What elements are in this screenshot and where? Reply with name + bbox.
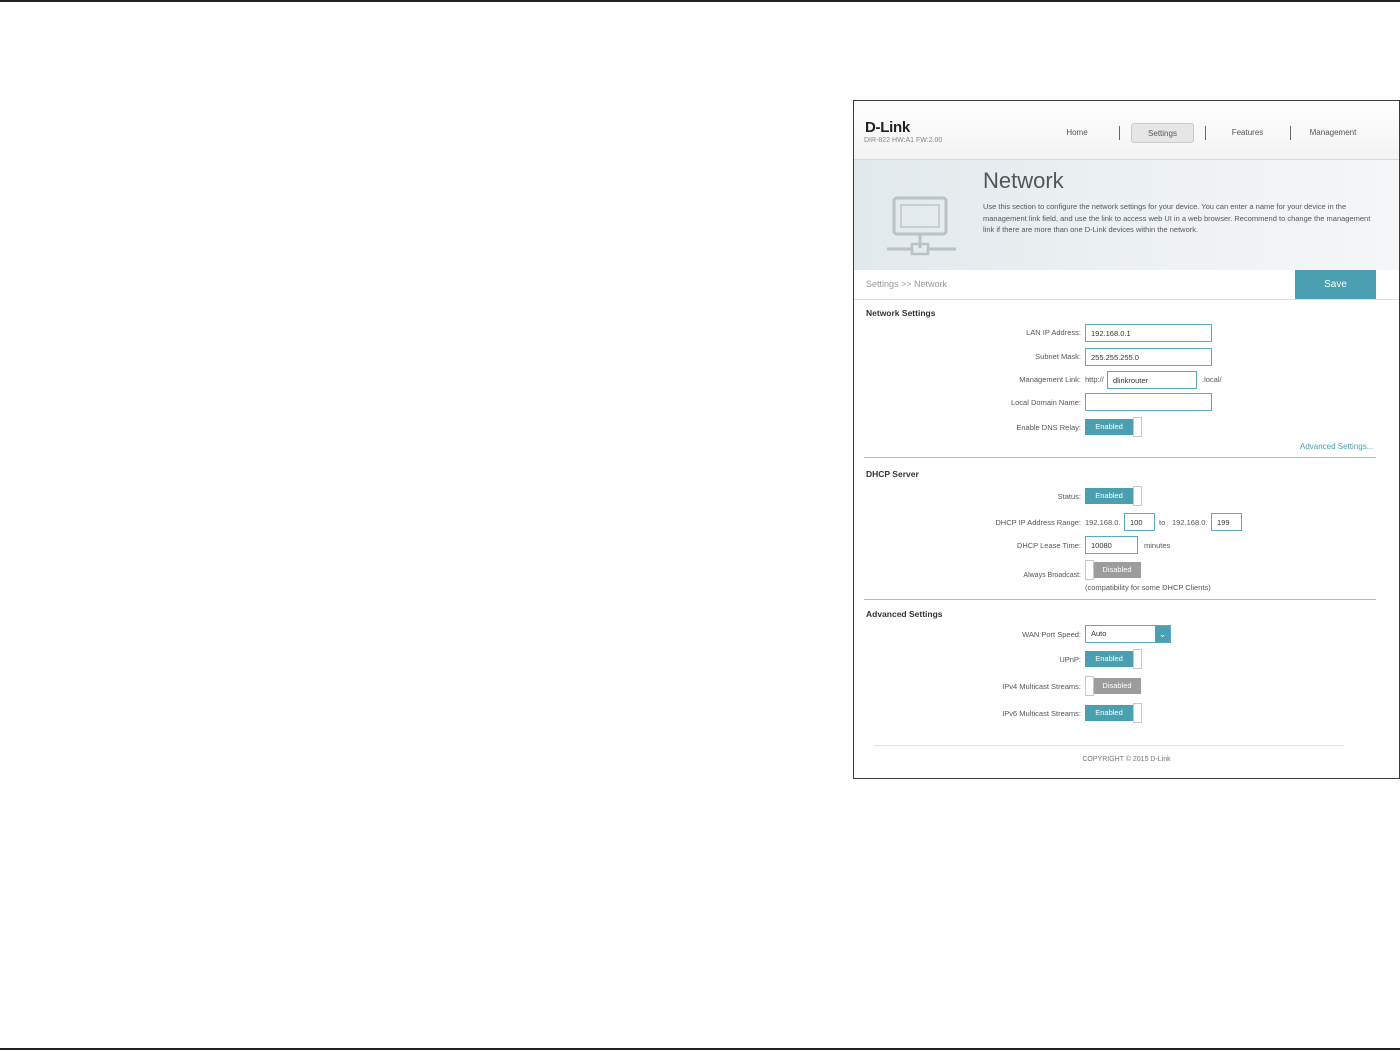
- nav-separator: [1205, 126, 1206, 140]
- nav-home[interactable]: Home: [1066, 128, 1088, 137]
- router-ui-screenshot: [853, 100, 1400, 779]
- subnet-mask-input[interactable]: 255.255.255.0: [1085, 348, 1212, 366]
- save-button[interactable]: Save: [1295, 270, 1376, 299]
- footer-divider: [874, 745, 1344, 746]
- network-computer-icon: [884, 196, 964, 264]
- dhcp-range-label: DHCP IP Address Range:: [995, 518, 1081, 527]
- wan-speed-value: Auto: [1091, 629, 1107, 638]
- ipv4-multicast-toggle[interactable]: [1085, 676, 1141, 696]
- dhcp-lease-input[interactable]: 10080: [1085, 536, 1138, 554]
- toggle-knob: [1133, 486, 1142, 506]
- ipv4-multicast-label: IPv4 Multicast Streams:: [1002, 682, 1081, 691]
- management-link-suffix: .local/: [1202, 375, 1222, 384]
- dhcp-range-start-input[interactable]: 100: [1124, 513, 1155, 531]
- always-broadcast-note: (compatibility for some DHCP Clients): [1085, 583, 1211, 592]
- dhcp-lease-unit: minutes: [1144, 541, 1171, 550]
- subnet-mask-label: Subnet Mask:: [1035, 352, 1081, 361]
- page-top-rule: [0, 0, 1400, 2]
- always-broadcast-label: Always Broadcast:: [1023, 572, 1081, 579]
- dns-relay-toggle[interactable]: [1085, 417, 1141, 437]
- nav-separator: [1119, 126, 1120, 140]
- dhcp-range-end-input[interactable]: 199: [1211, 513, 1242, 531]
- wan-speed-label: WAN Port Speed:: [1022, 630, 1081, 639]
- dhcp-lease-label: DHCP Lease Time:: [1016, 541, 1081, 550]
- section-divider: [864, 457, 1376, 458]
- dhcp-status-label: Status:: [1057, 492, 1081, 501]
- dhcp-server-heading: DHCP Server: [866, 469, 919, 479]
- ipv6-multicast-label: IPv6 Multicast Streams:: [1002, 709, 1081, 718]
- copyright: COPYRIGHT © 2015 D-Link: [1082, 756, 1171, 763]
- toggle-knob: [1133, 417, 1142, 437]
- dhcp-status-state: Enabled: [1085, 488, 1133, 504]
- page-title: Network: [983, 168, 1064, 193]
- toggle-knob: [1133, 703, 1142, 723]
- toggle-knob: [1085, 676, 1094, 696]
- dns-relay-state: Enabled: [1085, 419, 1133, 435]
- advanced-settings-link[interactable]: Advanced Settings...: [1300, 442, 1374, 451]
- breadcrumb: Settings >> Network: [866, 279, 948, 289]
- management-link-prefix: http://: [1085, 375, 1104, 384]
- ipv4-multicast-state: Disabled: [1093, 678, 1141, 694]
- management-link-input[interactable]: dlinkrouter: [1107, 371, 1197, 389]
- management-link-label: Management Link:: [1019, 375, 1081, 384]
- local-domain-input[interactable]: [1085, 393, 1212, 411]
- wan-speed-select[interactable]: [1085, 625, 1171, 643]
- nav-separator: [1290, 126, 1291, 140]
- nav-management[interactable]: Management: [1309, 128, 1357, 137]
- top-header: [854, 101, 1399, 160]
- dhcp-range-end-prefix: 192.168.0.: [1172, 518, 1208, 527]
- advanced-settings-heading: Advanced Settings: [866, 609, 943, 619]
- upnp-state: Enabled: [1085, 651, 1133, 667]
- upnp-label: UPnP:: [1059, 655, 1081, 664]
- lan-ip-input[interactable]: 192.168.0.1: [1085, 324, 1212, 342]
- lan-ip-label: LAN IP Address:: [1026, 328, 1081, 337]
- page-bottom-rule: [0, 1048, 1400, 1050]
- dhcp-range-start-prefix: 192.168.0.: [1085, 518, 1121, 527]
- ipv6-multicast-state: Enabled: [1085, 705, 1133, 721]
- dns-relay-label: Enable DNS Relay:: [1016, 423, 1081, 432]
- page-banner: [854, 160, 1399, 270]
- network-settings-heading: Network Settings: [866, 308, 936, 318]
- firmware-info: DIR-822 HW:A1 FW:2.00: [864, 137, 943, 144]
- ipv6-multicast-toggle[interactable]: [1085, 703, 1141, 723]
- upnp-toggle[interactable]: [1085, 649, 1141, 669]
- dhcp-range-to: to: [1159, 518, 1166, 527]
- breadcrumb-bar: [854, 270, 1399, 300]
- dhcp-status-toggle[interactable]: [1085, 486, 1141, 506]
- nav-settings[interactable]: Settings: [1131, 123, 1194, 143]
- always-broadcast-state: Disabled: [1093, 562, 1141, 578]
- always-broadcast-toggle[interactable]: [1085, 560, 1141, 580]
- local-domain-label: Local Domain Name:: [1010, 398, 1081, 407]
- nav-features[interactable]: Features: [1231, 128, 1264, 137]
- section-divider: [864, 599, 1376, 600]
- page-description: Use this section to configure the network settings for your device. You can enter a name for your device in the management link field, and use the link to access web UI in a web browser. Recommend to change the management link if there are more than one D-Link devices within the network.: [983, 202, 1371, 235]
- chevron-down-icon: ⌄: [1155, 626, 1170, 642]
- dlink-logo: D-Link: [865, 119, 910, 136]
- toggle-knob: [1133, 649, 1142, 669]
- toggle-knob: [1085, 560, 1094, 580]
